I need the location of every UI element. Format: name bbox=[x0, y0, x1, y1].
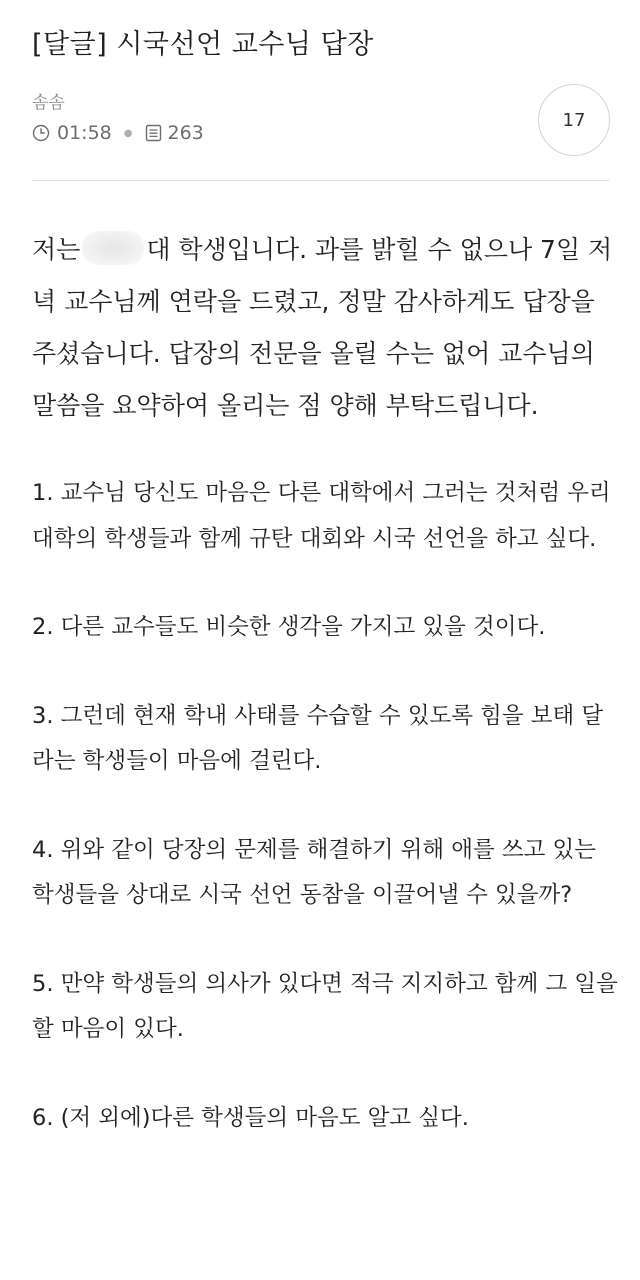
post-body bbox=[32, 224, 622, 1184]
intro-text-after: 대 학생입니다. 과를 밝힐 수 없으나 7일 저녁 교수님께 연락을 드렸고, 정말 감사하게도 답장을 주셨습니다. 답장의 전문을 올릴 수는 없어 교수님의 말씀을 요약하여 올리는 점 양해 부탁드립니다. bbox=[32, 235, 613, 420]
post-title: [달글] 시국선언 교수님 답장 bbox=[32, 29, 374, 60]
list-item: 6. (저 외에)다른 학생들의 마음도 알고 싶다. bbox=[32, 1104, 469, 1131]
post-author[interactable]: 솜솜 bbox=[32, 93, 65, 113]
comment-count: 17 bbox=[562, 109, 586, 131]
list-item: 4. 위와 같이 당장의 문제를 해결하기 위해 애를 쓰고 있는 학생들을 상대로 시국 선언 동참을 이끌어낼 수 있을까? bbox=[32, 836, 597, 908]
intro-text-before: 저는 bbox=[32, 235, 81, 264]
list-item: 3. 그런데 현재 학내 사태를 수습할 수 있도록 힘을 보태 달라는 학생들이 마음에 걸린다. bbox=[32, 702, 604, 774]
list-item: 5. 만약 학생들의 의사가 있다면 적극 지지하고 함께 그 일을 할 마음이 있다. bbox=[32, 970, 618, 1042]
post-time: 01:58 bbox=[57, 122, 112, 144]
blurred-school-name bbox=[82, 231, 144, 265]
clock-icon bbox=[32, 124, 50, 142]
header-divider bbox=[32, 180, 610, 181]
list-item: 1. 교수님 당신도 마음은 다른 대학에서 그러는 것처럼 우리 대학의 학생들과 함께 규탄 대회와 시국 선언을 하고 싶다. bbox=[32, 480, 611, 552]
post-meta bbox=[32, 122, 204, 144]
document-icon bbox=[145, 124, 162, 142]
comment-count-button[interactable] bbox=[538, 84, 610, 156]
post-views: 263 bbox=[167, 122, 204, 144]
intro-paragraph bbox=[32, 224, 622, 432]
meta-separator: ● bbox=[123, 127, 133, 139]
list-item: 2. 다른 교수들도 비슷한 생각을 가지고 있을 것이다. bbox=[32, 614, 546, 640]
